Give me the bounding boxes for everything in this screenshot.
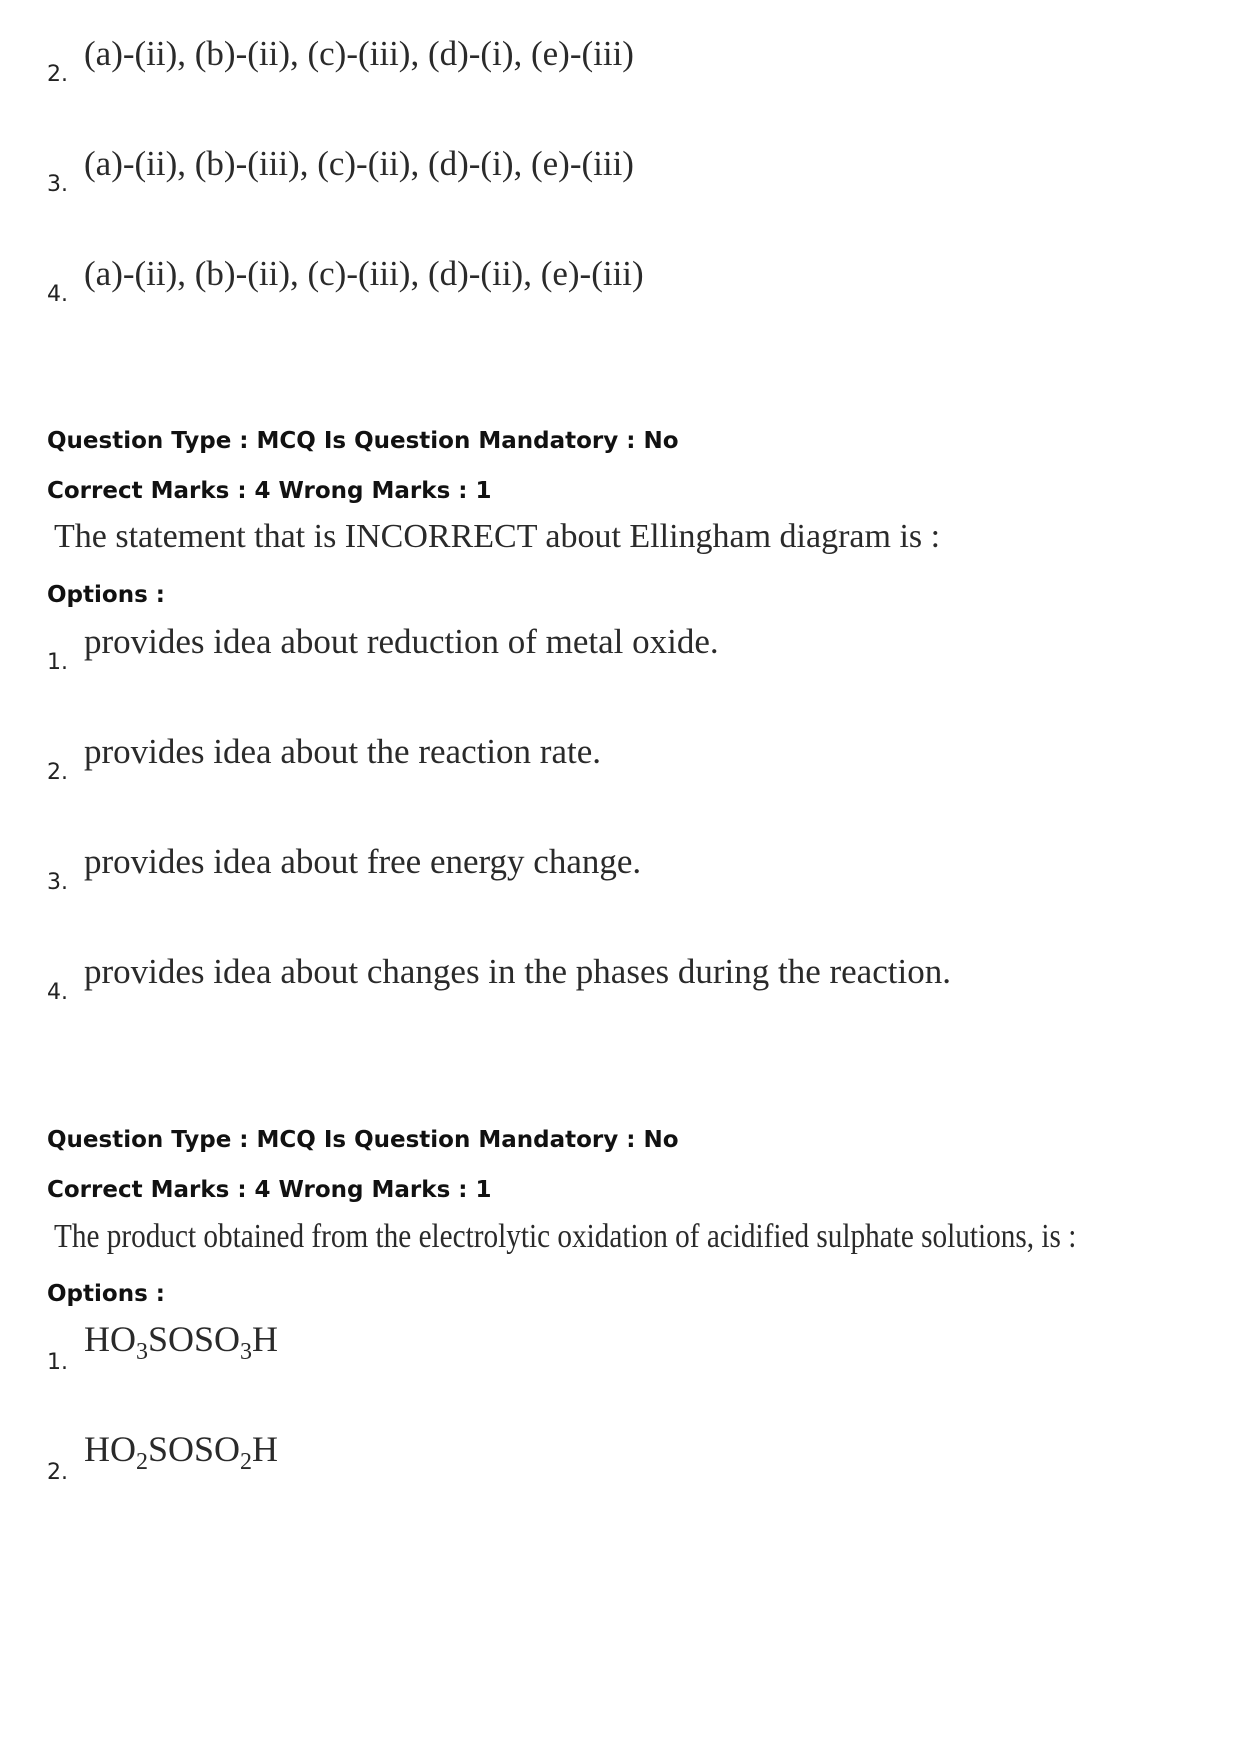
question-type-line: Question Type : MCQ Is Question Mandatory : No [47, 1127, 679, 1153]
option-formula: $HO_3SOSO_3H$ [84, 1319, 279, 1365]
option-text: (a)-(ii), (b)-(ii), (c)-(iii), (d)-(i), (e)-(iii) [84, 34, 634, 73]
marks-line: Correct Marks : 4 Wrong Marks : 1 [47, 478, 492, 504]
option-number: 4. [47, 980, 68, 1005]
option-number: 2. [47, 1460, 68, 1485]
option-text: provides idea about reduction of metal oxide. [84, 622, 719, 661]
options-label: Options : [47, 1281, 165, 1307]
question-type-line: Question Type : MCQ Is Question Mandatory : No [47, 428, 679, 454]
option-text: provides idea about free energy change. [84, 842, 642, 881]
option-number: 3. [47, 172, 68, 197]
option-formula: $HO_2SOSO_2H$ [84, 1429, 279, 1475]
question-stem: The statement that is INCORRECT about Ellingham diagram is : [54, 518, 941, 555]
option-text: (a)-(ii), (b)-(ii), (c)-(iii), (d)-(ii), (e)-(iii) [84, 254, 644, 293]
options-label: Options : [47, 582, 165, 608]
option-number: 2. [47, 62, 68, 87]
marks-line: Correct Marks : 4 Wrong Marks : 1 [47, 1177, 492, 1203]
option-number: 2. [47, 760, 68, 785]
option-number: 3. [47, 870, 68, 895]
option-number: 4. [47, 282, 68, 307]
option-text: provides idea about the reaction rate. [84, 732, 602, 771]
option-number: 1. [47, 650, 68, 675]
option-text: (a)-(ii), (b)-(iii), (c)-(ii), (d)-(i), (e)-(iii) [84, 144, 634, 183]
question-stem: The product obtained from the electrolytic oxidation of acidified sulphate solutions, is : [54, 1218, 1077, 1255]
option-text: provides idea about changes in the phases during the reaction. [84, 952, 951, 991]
option-number: 1. [47, 1350, 68, 1375]
